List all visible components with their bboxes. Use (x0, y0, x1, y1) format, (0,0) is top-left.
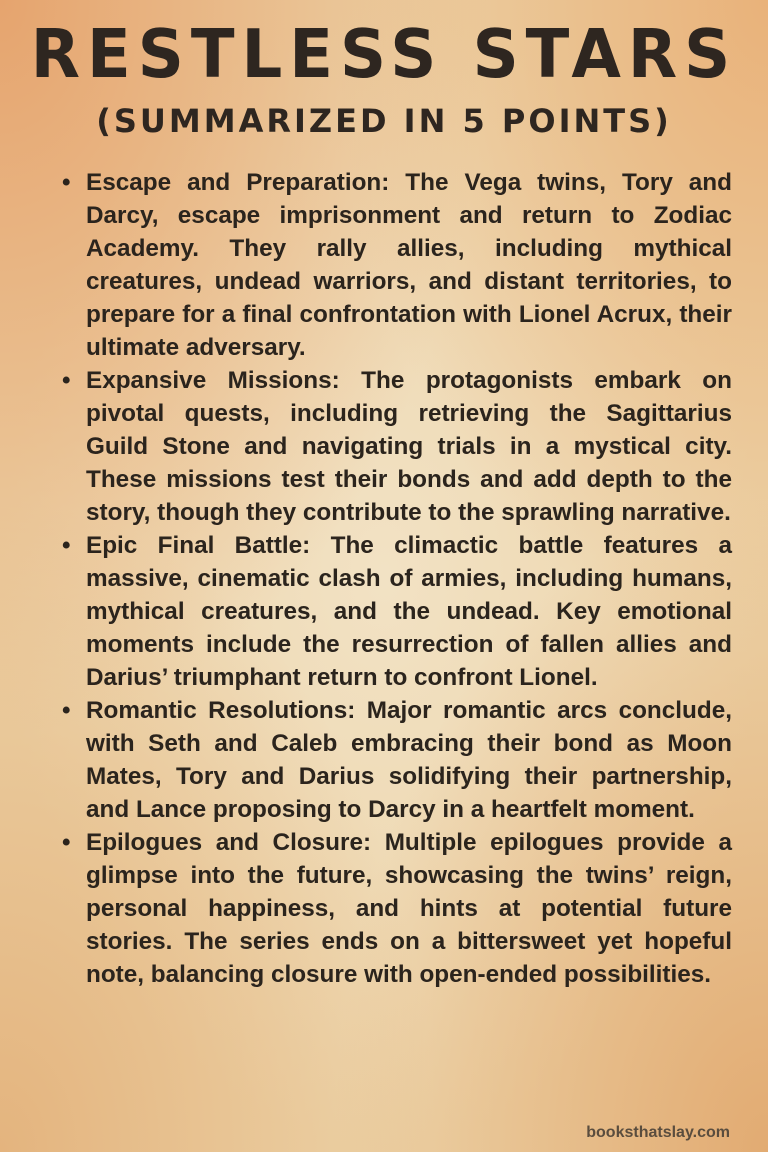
page-subtitle: (SUMMARIZED IN 5 POINTS) (96, 102, 672, 140)
point-text: Expansive Missions: The protagonists embark on pivotal quests, including retrieving the Sagittarius Guild Stone and navigating trials in a mystical city. These missions test their bonds and add depth to the story, though they contribute to the sprawling narrative. (86, 367, 732, 526)
point-text: Epic Final Battle: The climactic battle features a massive, cinematic clash of armies, including humans, mythical creatures, and the undead. Key emotional moments include the resurrection of fallen allies and Darius’ triumphant return to confront Lionel. (86, 532, 732, 691)
bullet-icon: • (62, 697, 71, 724)
summary-point-1 (62, 166, 732, 364)
summary-point-4 (62, 694, 732, 826)
page-title: RESTLESS STARS (30, 16, 738, 94)
summary-point-5 (62, 826, 732, 991)
bullet-icon: • (62, 532, 71, 559)
summary-list (62, 166, 732, 991)
bullet-icon: • (62, 829, 71, 856)
website-watermark: booksthatslay.com (586, 1124, 730, 1141)
point-text: Romantic Resolutions: Major romantic arcs conclude, with Seth and Caleb embracing their bond as Moon Mates, Tory and Darius solidifying their partnership, and Lance proposing to Darcy in a heartfelt moment. (86, 697, 732, 823)
bullet-icon: • (62, 367, 71, 394)
point-text: Epilogues and Closure: Multiple epilogues provide a glimpse into the future, showcasing the twins’ reign, personal happiness, and hints at potential future stories. The series ends on a bittersweet yet hopeful note, balancing closure with open-ended possibilities. (86, 829, 732, 988)
bullet-icon: • (62, 169, 71, 196)
point-text: Escape and Preparation: The Vega twins, Tory and Darcy, escape imprisonment and return to Zodiac Academy. They rally allies, including mythical creatures, undead warriors, and distant territories, to prepare for a final confrontation with Lionel Acrux, their ultimate adversary. (86, 169, 732, 361)
summary-point-3 (62, 529, 732, 694)
summary-point-2 (62, 364, 732, 529)
